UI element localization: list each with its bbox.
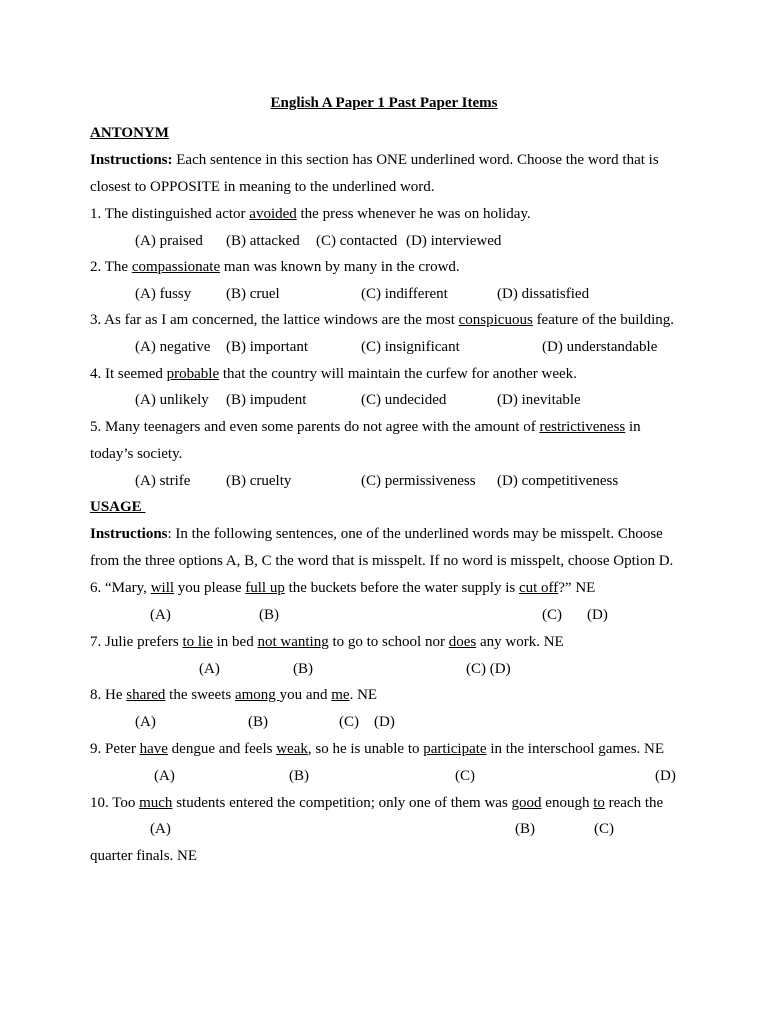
question-5: 5. Many teenagers and even some parents do not agree with the amount of restrictiveness in: [90, 419, 641, 435]
question-2: 2. The compassionate man was known by many in the crowd.: [90, 259, 460, 275]
q9-label-a: (A): [154, 768, 175, 784]
q5-option-b: (B) cruelty: [226, 473, 292, 489]
question-6: 6. “Mary, will you please full up the buckets before the water supply is cut off?” NE: [90, 580, 596, 596]
q8-label-b: (B): [248, 714, 268, 730]
q7-label-b: (B): [293, 661, 313, 677]
question-4: 4. It seemed probable that the country will maintain the curfew for another week.: [90, 366, 577, 382]
q8-label-d: (D): [374, 714, 395, 730]
antonym-heading: ANTONYM: [90, 125, 169, 141]
q6-label-a: (A): [150, 607, 171, 623]
q6-label-d: (D): [587, 607, 608, 623]
q4-option-d: (D) inevitable: [497, 392, 581, 408]
question-8: 8. He shared the sweets among you and me. NE: [90, 687, 378, 703]
q4-option-b: (B) impudent: [226, 392, 307, 408]
question-10: 10. Too much students entered the competition; only one of them was good enough to reach the: [90, 795, 664, 811]
q3-option-a: (A) negative: [135, 339, 211, 355]
q1-option-d: (D) interviewed: [406, 233, 502, 249]
q10-label-b: (B): [515, 821, 535, 837]
question-5-cont: today’s society.: [90, 446, 183, 462]
question-3: 3. As far as I am concerned, the lattice windows are the most conspicuous feature of the building.: [90, 312, 675, 328]
q1-option-c: (C) contacted: [316, 233, 398, 249]
question-7: 7. Julie prefers to lie in bed not wanting to go to school nor does any work. NE: [90, 634, 564, 650]
q10-label-a: (A): [150, 821, 171, 837]
q2-option-c: (C) indifferent: [361, 286, 448, 302]
q2-option-b: (B) cruel: [226, 286, 280, 302]
q1-option-a: (A) praised: [135, 233, 203, 249]
q6-label-c: (C): [542, 607, 562, 623]
q10-label-c: (C): [594, 821, 614, 837]
document-title: English A Paper 1 Past Paper Items: [270, 95, 498, 111]
q6-label-b: (B): [259, 607, 279, 623]
q5-option-c: (C) permissiveness: [361, 473, 476, 489]
q3-option-c: (C) insignificant: [361, 339, 460, 355]
q8-label-a: (A): [135, 714, 156, 730]
question-1: 1. The distinguished actor avoided the press whenever he was on holiday.: [90, 206, 531, 222]
q5-option-a: (A) strife: [135, 473, 191, 489]
q1-option-b: (B) attacked: [226, 233, 300, 249]
q7-label-a: (A): [199, 661, 220, 677]
antonym-instructions: Instructions: Each sentence in this section has ONE underlined word. Choose the word that is: [90, 152, 659, 168]
q2-option-a: (A) fussy: [135, 286, 192, 302]
q2-option-d: (D) dissatisfied: [497, 286, 590, 302]
question-9: 9. Peter have dengue and feels weak, so he is unable to participate in the interschool games. NE: [90, 741, 665, 757]
q9-label-b: (B): [289, 768, 309, 784]
q9-label-c: (C): [455, 768, 475, 784]
q8-label-c: (C): [339, 714, 359, 730]
q3-option-b: (B) important: [226, 339, 309, 355]
q9-label-d: (D): [655, 768, 676, 784]
usage-heading: USAGE: [90, 499, 142, 515]
q4-option-a: (A) unlikely: [135, 392, 209, 408]
usage-instructions: Instructions: In the following sentences, one of the underlined words may be misspelt. Choose: [90, 526, 663, 542]
q7-label-cd: (C) (D): [466, 661, 511, 677]
question-10-cont: quarter finals. NE: [90, 848, 198, 864]
q5-option-d: (D) competitiveness: [497, 473, 619, 489]
q4-option-c: (C) undecided: [361, 392, 447, 408]
antonym-instructions-cont: closest to OPPOSITE in meaning to the underlined word.: [90, 179, 435, 195]
q3-option-d: (D) understandable: [542, 339, 658, 355]
usage-instructions-cont: from the three options A, B, C the word that is misspelt. If no word is misspelt, choose Option D.: [90, 553, 674, 569]
